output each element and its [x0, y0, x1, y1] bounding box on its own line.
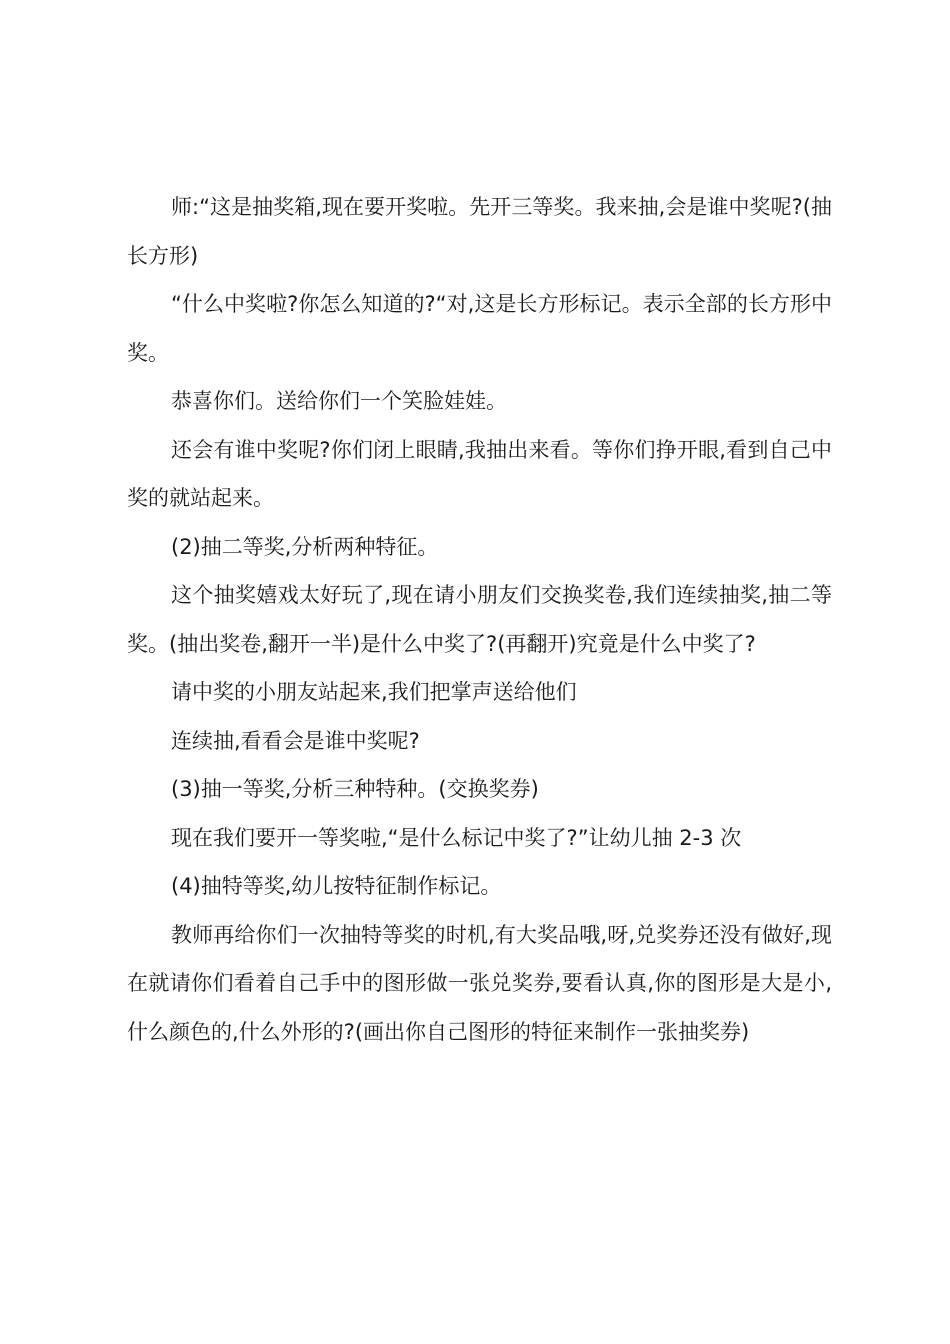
paragraph-3: 恭喜你们。送给你们一个笑脸娃娃。: [171, 389, 507, 413]
paragraph-2: “什么中奖啦?你怎么知道的?“对,这是长方形标记。表示全部的长方形中奖。: [127, 292, 832, 365]
paragraph-12: 教师再给你们一次抽特等奖的时机,有大奖品哦,呀,兑奖券还没有做好,现在就请你们看着自己手中的图形做一张兑奖券,要看认真,你的图形是大是小,什么颜色的,什么外形的?(画出你自己图形的特征来制作一张抽奖券): [127, 922, 832, 1044]
paragraph-8: 连续抽,看看会是谁中奖呢?: [171, 728, 420, 753]
paragraph-1: 师:“这是抽奖箱,现在要开奖啦。先开三等奖。我来抽,会是谁中奖呢?(抽长方形): [127, 195, 832, 268]
document-body: [127, 183, 832, 1056]
paragraph-5: (2)抽二等奖,分析两种特征。: [171, 534, 439, 559]
paragraph-6: 这个抽奖嬉戏太好玩了,现在请小朋友们交换奖卷,我们连续抽奖,抽二等奖。(抽出奖卷,翻开一半)是什么中奖了?(再翻开)究竟是什么中奖了?: [127, 583, 832, 656]
paragraph-7: 请中奖的小朋友站起来,我们把掌声送给他们: [171, 680, 577, 704]
paragraph-4: 还会有谁中奖呢?你们闭上眼睛,我抽出来看。等你们挣开眼,看到自己中奖的就站起来。: [127, 437, 832, 510]
paragraph-10: 现在我们要开一等奖啦,“是什么标记中奖了?”让幼儿抽 2-3 次: [171, 825, 742, 850]
paragraph-9: (3)抽一等奖,分析三种特种。(交换奖券): [171, 777, 539, 801]
paragraph-11: (4)抽特等奖,幼儿按特征制作标记。: [171, 874, 502, 898]
